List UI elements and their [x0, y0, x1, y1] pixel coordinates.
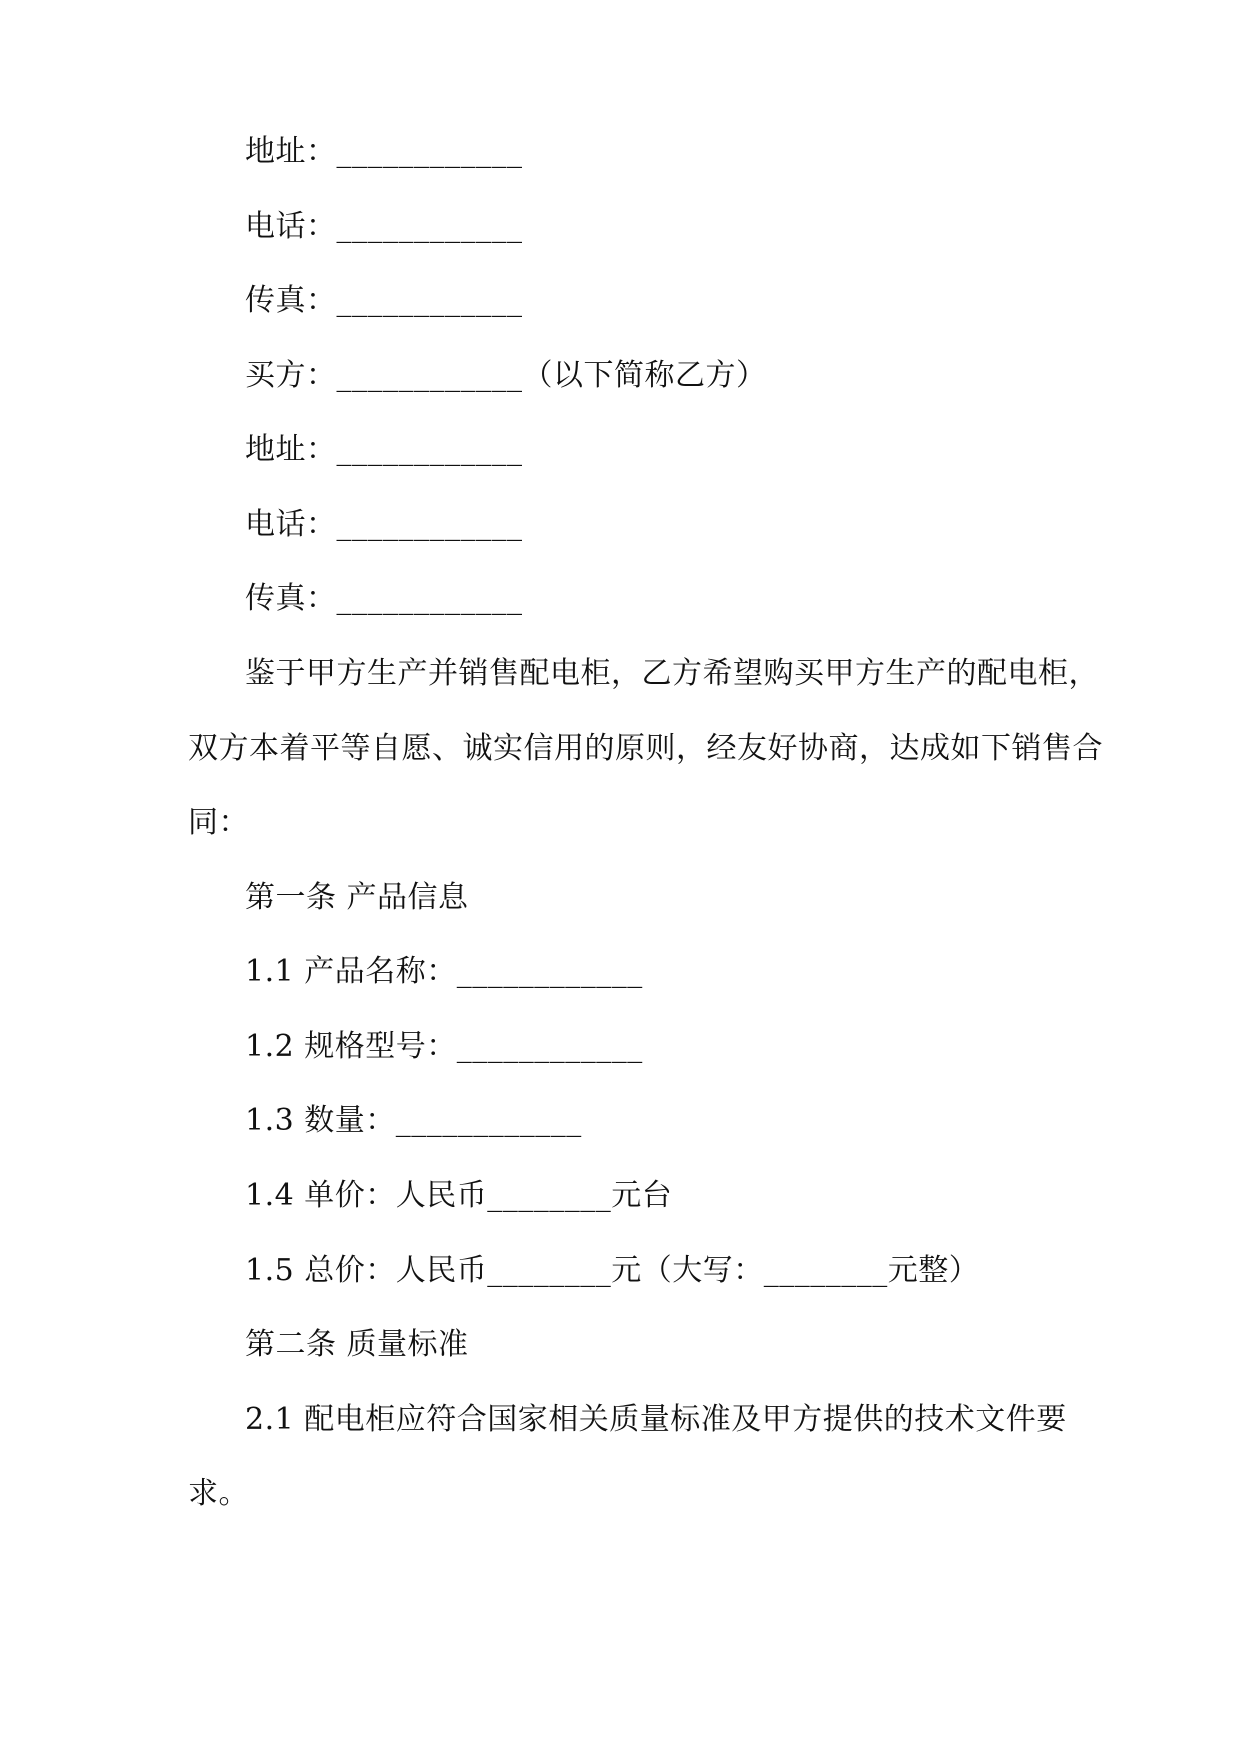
preamble-line-1: 鉴于甲方生产并销售配电柜，乙方希望购买甲方生产的配电柜，	[245, 656, 1099, 691]
article-1-item-3: 1.3 数量：____________	[245, 1103, 582, 1138]
article-1-item-2: 1.2 规格型号：____________	[245, 1029, 643, 1064]
buyer-fax-line: 传真：____________	[245, 581, 523, 616]
article-1-item-4: 1.4 单价：人民币________元台	[245, 1178, 673, 1213]
article-2-heading: 第二条 质量标准	[245, 1327, 469, 1362]
article-1-item-1: 1.1 产品名称：____________	[245, 954, 643, 989]
preamble-line-2: 双方本着平等自愿、诚实信用的原则，经友好协商，达成如下销售合	[188, 731, 1103, 766]
seller-phone-line: 电话：____________	[245, 209, 523, 244]
article-1-item-5: 1.5 总价：人民币________元（大写：________元整）	[245, 1253, 980, 1288]
seller-fax-line: 传真：____________	[245, 283, 523, 318]
buyer-party-line: 买方：____________（以下简称乙方）	[245, 358, 767, 393]
article-1-heading: 第一条 产品信息	[245, 880, 469, 915]
buyer-phone-line: 电话：____________	[245, 507, 523, 542]
article-2-item-1-line-1: 2.1 配电柜应符合国家相关质量标准及甲方提供的技术文件要	[245, 1402, 1067, 1437]
buyer-address-line: 地址：____________	[245, 432, 523, 467]
seller-address-line: 地址：____________	[245, 134, 523, 169]
article-2-item-1-line-2: 求。	[188, 1476, 249, 1511]
preamble-line-3: 同：	[188, 805, 249, 840]
